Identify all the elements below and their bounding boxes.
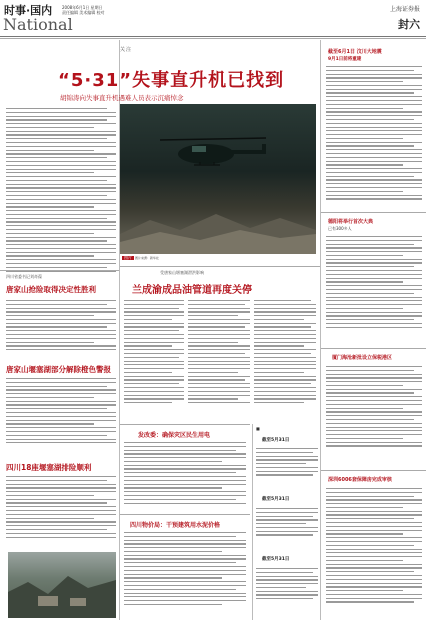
masthead-rule (0, 36, 426, 37)
box2-title: 截至5月31日 (262, 497, 290, 502)
lead-kicker: 关注 (120, 47, 133, 53)
editor-line: 责任编辑 美术编辑 校对 (62, 10, 105, 15)
center-kicker: 受唐家山堰塞湖泄洪影响 (160, 270, 204, 275)
left-section-rule (0, 270, 119, 271)
center-subsection-rule-2 (120, 514, 250, 515)
caption-text: 图片来源：新华社 (134, 256, 159, 260)
caption-badge: 图片 (124, 255, 132, 260)
disaster-scene-icon (8, 552, 116, 618)
lead-headline: “5·31”失事直升机已找到 (58, 70, 285, 91)
right-mid-title: 德阳将举行首次大典 (328, 219, 374, 225)
masthead (0, 0, 426, 36)
right-bottom-title: 深圳6006套保障房完成审核 (328, 477, 392, 483)
issue-date: 2008年6月1日 星期日 (62, 5, 103, 10)
section-title-en: National (3, 15, 73, 34)
center-sub1-title: 发改委：确保灾区民生用电 (138, 432, 211, 439)
box2-body (256, 508, 318, 548)
center-section-rule (120, 266, 320, 267)
story3-body (6, 476, 116, 548)
right-low-body (326, 366, 422, 466)
center-body-col2 (188, 300, 250, 420)
edition-label: 封六 (398, 18, 420, 31)
center-sub2-title: 四川物价局：干预建筑用水泥价格 (130, 522, 221, 529)
right-mid-sub: 已有300多人 (328, 226, 352, 231)
right-top-title: 截至6月1日 汶川大地震 (328, 49, 382, 55)
right-mid-body (326, 236, 422, 346)
lead-body-text (6, 108, 116, 278)
right-top-sub: 9月1日前将重建 (328, 57, 362, 62)
right-rule-2 (321, 348, 426, 349)
center-body-col1 (124, 300, 184, 420)
right-low-title: 厦门海沧新批设立保税港区 (332, 355, 393, 361)
story1-title: 唐家山抢险取得决定性胜利 (6, 285, 96, 294)
story2-title: 唐家山堰塞湖部分解除橙色警报 (6, 365, 111, 374)
center-sub2-body (124, 532, 246, 618)
lead-subhead: 胡锦涛向失事直升机遇难人员表示沉痛悼念 (60, 94, 184, 102)
box1-body (256, 448, 318, 488)
issue-meta (62, 5, 105, 15)
box3-title: 截至5月31日 (262, 557, 290, 562)
right-top-body (326, 66, 422, 216)
helicopter-photo (120, 104, 316, 254)
center-title: 兰成渝成品油管道再度关停 (132, 285, 252, 296)
center-sub1-body (124, 442, 246, 514)
masthead-rule-thin (0, 38, 426, 39)
box1-label: ■ (256, 426, 260, 431)
story1-body (6, 300, 116, 358)
newspaper-brand: 上海证券报 (389, 6, 420, 13)
bottom-left-photo (8, 552, 116, 618)
story3-title: 四川18座堰塞湖排险顺利 (6, 463, 92, 472)
box3-body (256, 568, 318, 616)
center-subsection-rule (120, 424, 250, 425)
mountain-terrain (120, 208, 316, 254)
right-rule-3 (321, 470, 426, 471)
right-bottom-body (326, 488, 422, 618)
photo-caption (122, 256, 318, 260)
story2-body (6, 378, 116, 454)
section-title: 时事·国内 (4, 4, 53, 17)
center-body-col3 (254, 300, 316, 420)
story1-kicker: 四川省委书记刘奇葆 (6, 274, 42, 279)
center-box-divider (252, 424, 253, 620)
column-divider-right (320, 40, 321, 620)
box1-title: 截至5月31日 (262, 438, 290, 443)
helicopter-icon (154, 134, 274, 174)
right-rule-1 (321, 212, 426, 213)
